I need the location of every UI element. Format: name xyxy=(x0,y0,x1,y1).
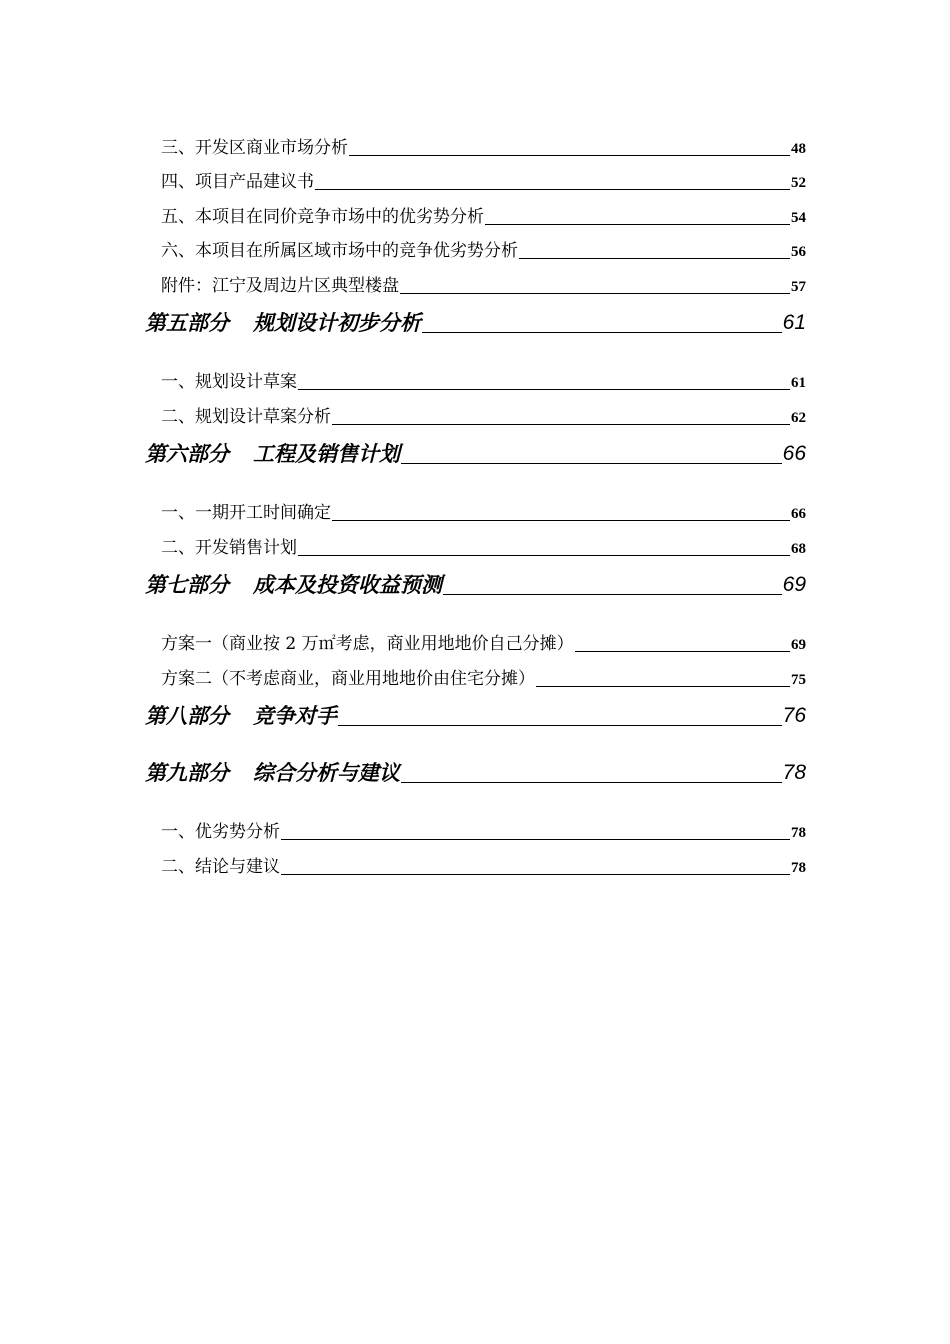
toc-page-number: 61 xyxy=(791,375,806,391)
toc-page-number: 66 xyxy=(791,506,806,522)
toc-part-name: 成本及投资收益预测 xyxy=(253,571,442,597)
toc-entry-title: 附件：江宁及周边片区典型楼盘 xyxy=(161,275,399,296)
toc-part-title xyxy=(145,439,400,469)
toc-entry[interactable] xyxy=(145,159,806,194)
toc-page-number: 52 xyxy=(791,175,806,191)
toc-leader-line xyxy=(536,686,790,687)
toc-entry[interactable] xyxy=(145,809,806,844)
toc-part-heading[interactable] xyxy=(145,304,806,338)
toc-leader-line xyxy=(401,463,782,464)
toc-part-name: 工程及销售计划 xyxy=(253,440,400,466)
toc-entry[interactable] xyxy=(145,124,806,159)
toc-entry[interactable] xyxy=(145,621,806,656)
toc-part-title xyxy=(145,701,337,731)
toc-entry-title: 三、开发区商业市场分析 xyxy=(161,137,348,158)
toc-leader-line xyxy=(315,189,790,190)
toc-entry[interactable] xyxy=(145,359,806,394)
toc-leader-line xyxy=(338,725,782,726)
toc-leader-line xyxy=(281,874,790,875)
toc-entry-title: 方案一（商业按 2 万㎡考虑，商业用地地价自己分摊） xyxy=(161,634,574,654)
toc-entry-title: 五、本项目在同价竞争市场中的优劣势分析 xyxy=(161,206,484,227)
toc-part-name: 综合分析与建议 xyxy=(253,759,400,785)
toc-entry[interactable] xyxy=(145,228,806,263)
toc-entry[interactable] xyxy=(145,393,806,428)
toc-part-name: 竞争对手 xyxy=(253,702,337,728)
toc-page-number: 48 xyxy=(791,140,806,157)
toc-entry[interactable] xyxy=(145,524,806,559)
toc-entry[interactable] xyxy=(145,655,806,690)
toc-page-number: 61 xyxy=(782,310,806,334)
toc-page-number: 78 xyxy=(791,825,806,841)
toc-leader-line xyxy=(519,258,790,259)
toc-entry-title: 四、项目产品建议书 xyxy=(161,172,314,192)
toc-page-number: 66 xyxy=(782,441,806,465)
toc-page-number: 75 xyxy=(791,671,806,688)
toc-entry[interactable] xyxy=(145,262,806,297)
toc-part-title xyxy=(145,758,400,788)
toc-leader-line xyxy=(349,155,790,156)
toc-page-number: 62 xyxy=(791,409,806,426)
toc-entry-title: 二、规划设计草案分析 xyxy=(161,406,331,427)
toc-page-number: 54 xyxy=(791,209,806,226)
toc-leader-line xyxy=(422,332,782,333)
toc-leader-line xyxy=(332,424,790,425)
toc-part-heading[interactable] xyxy=(145,566,806,600)
toc-entry-title: 二、开发销售计划 xyxy=(161,537,297,558)
toc-part-label: 第七部分 xyxy=(145,571,229,597)
toc-page-number: 56 xyxy=(791,244,806,260)
toc-part-heading[interactable] xyxy=(145,754,806,788)
toc-page-number: 78 xyxy=(791,859,806,876)
toc-entry-title: 一、规划设计草案 xyxy=(161,372,297,392)
toc-page-number: 68 xyxy=(791,540,806,557)
toc-leader-line xyxy=(400,293,790,294)
toc-leader-line xyxy=(575,651,790,652)
toc-entry[interactable] xyxy=(145,843,806,878)
toc-leader-line xyxy=(281,839,790,840)
toc-part-label: 第五部分 xyxy=(145,309,229,335)
toc-part-label: 第九部分 xyxy=(145,759,229,785)
toc-entry-title: 六、本项目在所属区域市场中的竞争优劣势分析 xyxy=(161,241,518,261)
toc-leader-line xyxy=(485,224,790,225)
toc-leader-line xyxy=(332,520,790,521)
toc-leader-line xyxy=(443,594,782,595)
toc-part-label: 第六部分 xyxy=(145,440,229,466)
toc-page-number: 57 xyxy=(791,278,806,295)
toc-part-title xyxy=(145,308,421,338)
toc-entry[interactable] xyxy=(145,193,806,228)
toc-entry-title: 一、一期开工时间确定 xyxy=(161,503,331,523)
toc-leader-line xyxy=(401,782,782,783)
toc-page-number: 78 xyxy=(782,760,806,784)
toc-entry-title: 二、结论与建议 xyxy=(161,856,280,877)
toc-page-number: 69 xyxy=(791,637,806,653)
toc-part-name: 规划设计初步分析 xyxy=(253,309,421,335)
toc-page-number: 76 xyxy=(782,703,806,727)
toc-leader-line xyxy=(298,555,790,556)
toc-entry[interactable] xyxy=(145,490,806,525)
table-of-contents xyxy=(145,124,806,878)
toc-part-label: 第八部分 xyxy=(145,702,229,728)
toc-part-heading[interactable] xyxy=(145,697,806,731)
toc-entry-title: 方案二（不考虑商业，商业用地地价由住宅分摊） xyxy=(161,668,535,689)
toc-leader-line xyxy=(298,389,790,390)
toc-page-number: 69 xyxy=(782,572,806,596)
toc-entry-title: 一、优劣势分析 xyxy=(161,822,280,842)
toc-part-heading[interactable] xyxy=(145,435,806,469)
toc-part-title xyxy=(145,570,442,600)
